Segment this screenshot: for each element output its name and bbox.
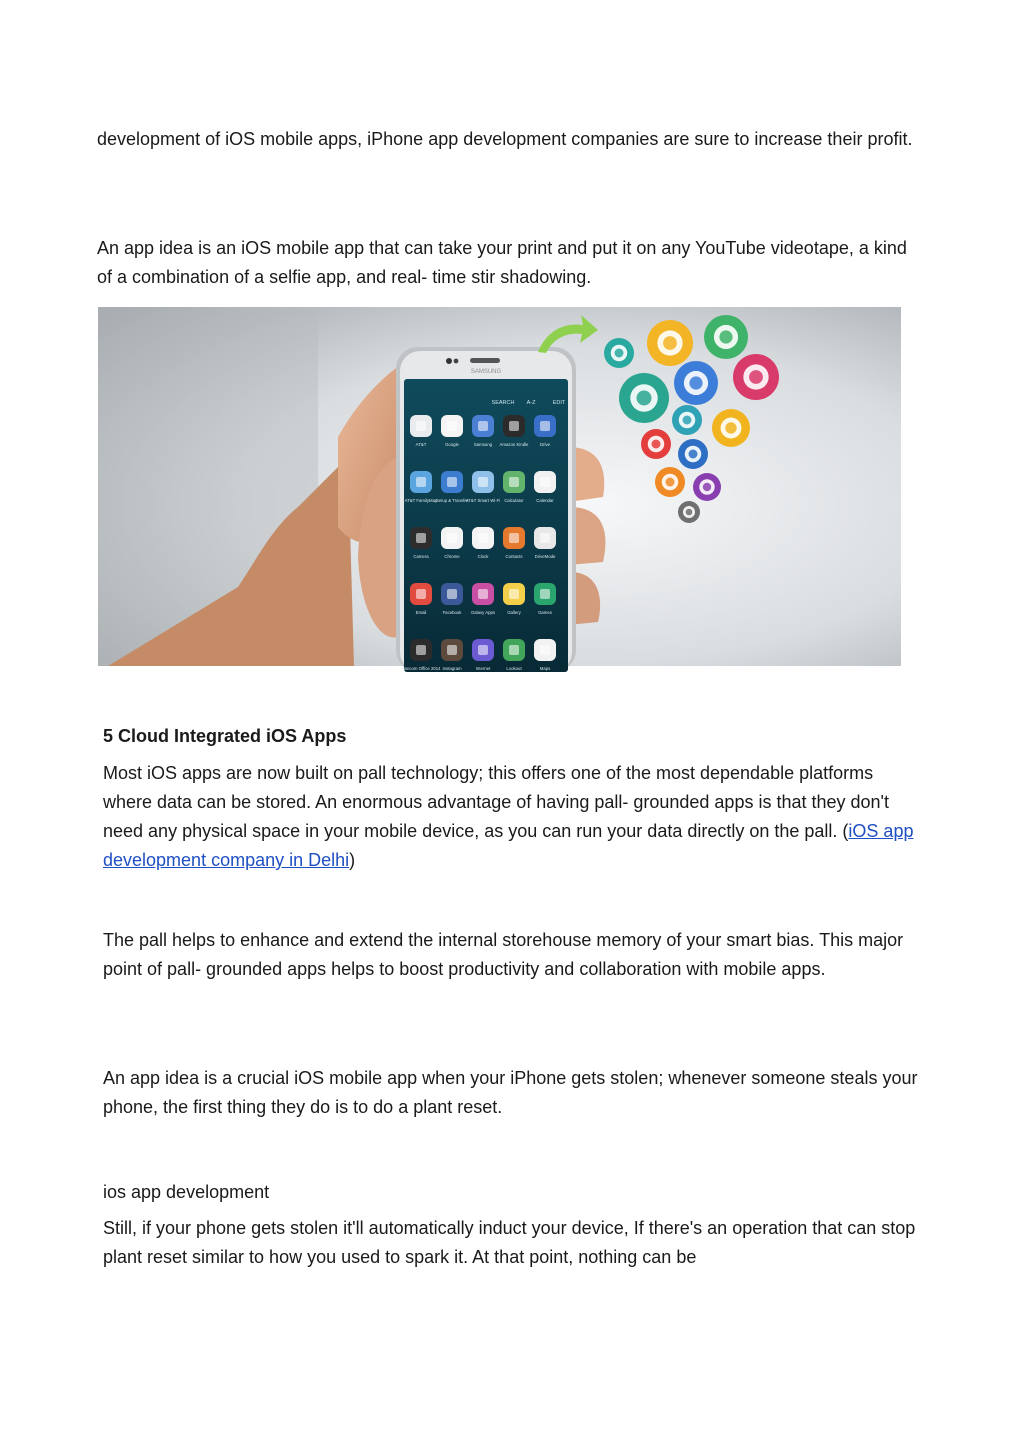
phone-app-21 [441, 639, 463, 671]
phone-brand: SAMSUNG [470, 369, 502, 375]
paragraph-theft-app: An app idea is a crucial iOS mobile app when your iPhone gets stolen; whenever someone steals your phone, the first thing they do is to do a plant reset. [103, 1068, 918, 1117]
paragraph-intro: development of iOS mobile apps, iPhone app development companies are sure to increase their profit. [97, 129, 913, 149]
svg-text:Gallery: Gallery [507, 610, 521, 615]
svg-text:AT&T Smart Wi-Fi: AT&T Smart Wi-Fi [465, 498, 501, 503]
phone-app-3 [500, 415, 530, 447]
svg-text:Games: Games [538, 610, 552, 615]
book-icon [647, 320, 693, 366]
paragraph-reset: Still, if your phone gets stolen it'll automatically induct your device, If there's an operation that can stop plant reset similar to how you used to spark it. At that point, nothing can be [103, 1218, 916, 1267]
svg-text:Calendar: Calendar [536, 498, 554, 503]
calculator-icon [678, 501, 700, 523]
svg-text:Google: Google [445, 442, 459, 447]
phone-tab-2: EDIT [552, 400, 566, 406]
phone-tab-1: A-Z [526, 400, 536, 406]
svg-text:Email: Email [415, 610, 427, 615]
paragraph-youtube-app: An app idea is an iOS mobile app that can take your print and put it on any YouTube videotape, a kind of a combination of a selfie app, and real- time stir shadowing. [97, 238, 907, 287]
phone-tab-bar [492, 400, 566, 406]
message-icon [655, 467, 685, 497]
mail-icon [712, 409, 750, 447]
mic-icon [641, 429, 671, 459]
svg-text:Chrome: Chrome [444, 554, 460, 559]
chat-icon [619, 373, 669, 423]
svg-text:AT&T FamilyMap: AT&T FamilyMap [404, 498, 438, 503]
phone-app-16 [441, 583, 463, 615]
svg-text:AT&T: AT&T [415, 442, 427, 447]
svg-text:Samsung: Samsung [473, 442, 493, 447]
article-image [98, 307, 901, 671]
svg-text:Lookout: Lookout [506, 666, 522, 671]
music-icon [733, 354, 779, 400]
svg-text:Camera: Camera [413, 554, 429, 559]
svg-text:Amazon Kindle: Amazon Kindle [499, 442, 529, 447]
svg-text:Instagram: Instagram [442, 666, 462, 671]
label-ios-app-development: ios app development [103, 1182, 270, 1202]
svg-text:Setup & Transfer: Setup & Transfer [435, 498, 469, 503]
phone-app-2 [472, 415, 494, 447]
phone-app-17 [471, 583, 495, 615]
svg-text:Hancom Office 2014: Hancom Office 2014 [401, 666, 441, 671]
svg-text:Galaxy Apps: Galaxy Apps [470, 610, 496, 615]
svg-text:Facebook: Facebook [442, 610, 462, 615]
phone-app-14 [534, 527, 556, 559]
paragraph-storage: The pall helps to enhance and extend the internal storehouse memory of your smart bias. This major point of pall- grounded apps helps to boost productivity and collaboration with mobile apps. [103, 930, 904, 979]
phone-icon [674, 361, 718, 405]
svg-text:DriveMode: DriveMode [534, 554, 556, 559]
sync-icon [693, 473, 721, 501]
svg-text:Contacts: Contacts [505, 554, 523, 559]
cloud-icon [678, 439, 708, 469]
section-heading: 5 Cloud Integrated iOS Apps [103, 726, 347, 746]
svg-text:Calculator: Calculator [504, 498, 524, 503]
paragraph-cloud-apps-close: ) [349, 850, 356, 870]
smartphone [396, 347, 576, 672]
phone-app-9 [534, 471, 556, 503]
phone-app-13 [503, 527, 525, 559]
paragraph-cloud-apps-text: Most iOS apps are now built on pall technology; this offers one of the most dependable platforms where data can be stored. An enormous advantage of having pall- grounded apps is that they don't need any physical space in your mobile device, as you can run your data directly on the pall. ( [103, 763, 889, 841]
paragraph-cloud-apps [103, 759, 918, 875]
svg-text:Internet: Internet [475, 666, 491, 671]
ios-development-company-link[interactable]: iOS app development company in Delhi [103, 821, 914, 870]
phone-tab-0: SEARCH [491, 400, 515, 406]
svg-text:Maps: Maps [539, 666, 551, 671]
search-icon [704, 315, 748, 359]
monitor-icon [604, 338, 634, 368]
phone-app-8 [503, 471, 525, 503]
svg-text:Clock: Clock [477, 554, 489, 559]
user-icon [672, 405, 702, 435]
svg-text:Drive: Drive [539, 442, 551, 447]
